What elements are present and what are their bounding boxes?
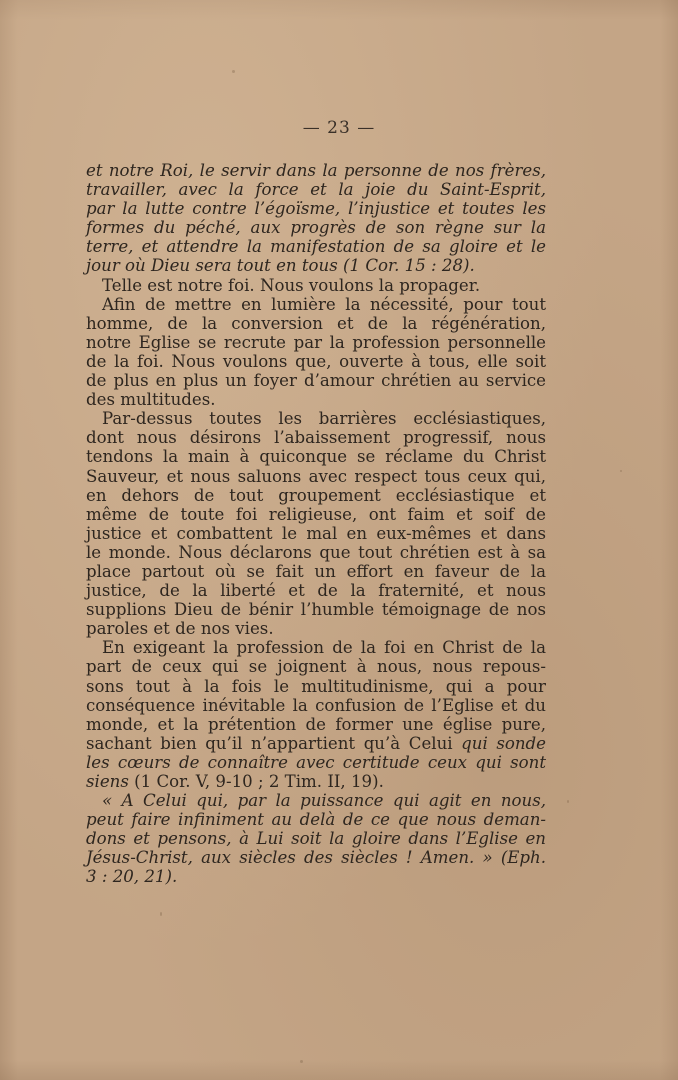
text-segment: supplions Dieu de bénir l’humble témoignage de nos: [86, 600, 546, 620]
text-segment: conséquence inévitable la confusion de l’Eglise et du: [86, 695, 546, 715]
text-line: [86, 619, 546, 638]
text-line: [86, 810, 546, 829]
text-line: [86, 505, 546, 524]
text-line: [86, 352, 546, 371]
text-line: [86, 867, 546, 886]
text-line: [86, 333, 546, 352]
text-line: [86, 677, 546, 696]
text-line: [86, 161, 546, 180]
text-line: [86, 715, 546, 734]
text-line: [86, 543, 546, 562]
text-line: [86, 600, 546, 619]
text-segment: justice, de la liberté et de la fraternité, et nous: [86, 581, 546, 601]
text-line: [86, 657, 546, 676]
paper-speck: [160, 912, 162, 916]
text-segment: monde, et la prétention de former une église pure,: [86, 714, 546, 734]
text-line: [86, 581, 546, 600]
text-segment: (1 Cor. V, 9-10 ; 2 Tim. II, 19).: [128, 772, 384, 791]
text-segment: sachant bien qu’il n’appartient qu’à Celui: [86, 733, 462, 753]
italic-text-segment: qui sonde: [461, 733, 546, 753]
italic-text-segment: siens: [86, 772, 129, 791]
text-line: [86, 791, 546, 810]
text-line: [86, 524, 546, 543]
italic-text-segment: dons et pensons, à Lui soit la gloire dans l’Eglise en: [86, 829, 546, 849]
text-segment: de plus en plus un foyer d’amour chrétien au service: [86, 371, 546, 391]
page-number: — 23 —: [302, 118, 376, 138]
text-segment: paroles et de nos vies.: [86, 619, 274, 639]
text-line: [86, 772, 546, 791]
text-segment: justice et combattent le mal en eux-mêmes et dans: [86, 523, 546, 543]
text-line: [86, 390, 546, 409]
italic-text-segment: les cœurs de connaître avec certitude ceux qui sont: [86, 752, 546, 772]
italic-text-segment: terre, et attendre la manifestation de sa gloire et le: [86, 237, 546, 257]
text-line: [86, 696, 546, 715]
text-segment: de la foi. Nous voulons que, ouverte à tous, elle soit: [86, 351, 546, 371]
text-line: [86, 848, 546, 867]
text-segment: notre Eglise se recrute par la profession personnelle: [86, 332, 546, 352]
text-line: [86, 314, 546, 333]
body-text: [86, 161, 546, 887]
italic-text-segment: formes du péché, aux progrès de son règne sur la: [86, 218, 546, 238]
italic-text-segment: travailler, avec la force et la joie du Saint-Esprit,: [86, 180, 546, 200]
text-line: [86, 486, 546, 505]
text-line: [86, 409, 546, 428]
italic-text-segment: peut faire infiniment au delà de ce que nous deman-: [86, 810, 546, 830]
text-line: [86, 276, 546, 295]
text-segment: des multitudes.: [86, 390, 216, 410]
paper-speck: [300, 1060, 303, 1063]
italic-text-segment: jour où Dieu sera tout en tous (1 Cor. 15 : 28).: [86, 256, 475, 276]
text-segment: Par-dessus toutes les barrières ecclésiastiques,: [102, 409, 546, 429]
text-line: [86, 199, 546, 218]
text-segment: En exigeant la profession de la foi en Christ de la: [102, 638, 546, 658]
text-line: [86, 467, 546, 486]
text-segment: en dehors de tout groupement ecclésiastique et: [86, 485, 546, 505]
text-line: [86, 295, 546, 314]
text-segment: place partout où se fait un effort en faveur de la: [86, 561, 546, 581]
text-line: [86, 256, 546, 275]
paper-speck: [567, 800, 569, 803]
text-segment: homme, de la conversion et de la régénération,: [86, 313, 546, 333]
text-segment: sons tout à la fois le multitudinisme, qui a pour: [86, 676, 546, 696]
text-segment: Telle est notre foi. Nous voulons la propager.: [102, 275, 481, 295]
paper-speck: [232, 70, 235, 73]
italic-text-segment: et notre Roi, le servir dans la personne de nos frères,: [86, 161, 546, 180]
text-segment: Sauveur, et nous saluons avec respect tous ceux qui,: [86, 466, 546, 486]
text-segment: Afin de mettre en lumière la nécessité, pour tout: [102, 294, 546, 314]
text-line: [86, 829, 546, 848]
italic-text-segment: Jésus-Christ, aux siècles des siècles ! Amen. » (Eph.: [86, 848, 546, 868]
text-segment: le monde. Nous déclarons que tout chrétien est à sa: [86, 542, 546, 562]
italic-text-segment: par la lutte contre l’égoïsme, l’injustice et toutes les: [86, 199, 546, 219]
text-line: [86, 638, 546, 657]
text-line: [86, 562, 546, 581]
text-line: [86, 180, 546, 199]
text-segment: même de toute foi religieuse, ont faim et soif de: [86, 504, 546, 524]
italic-text-segment: « A Celui qui, par la puissance qui agit en nous,: [102, 791, 546, 811]
text-line: [86, 428, 546, 447]
text-line: [86, 734, 546, 753]
text-line: [86, 753, 546, 772]
text-line: [86, 447, 546, 466]
text-segment: tendons la main à quiconque se réclame du Christ: [86, 447, 546, 467]
text-line: [86, 218, 546, 237]
text-line: [86, 371, 546, 390]
paper-speck: [620, 470, 622, 472]
text-line: [86, 237, 546, 256]
italic-text-segment: 3 : 20, 21).: [86, 867, 178, 887]
text-segment: dont nous désirons l’abaissement progressif, nous: [86, 428, 546, 448]
text-segment: part de ceux qui se joignent à nous, nous repous-: [86, 657, 546, 677]
